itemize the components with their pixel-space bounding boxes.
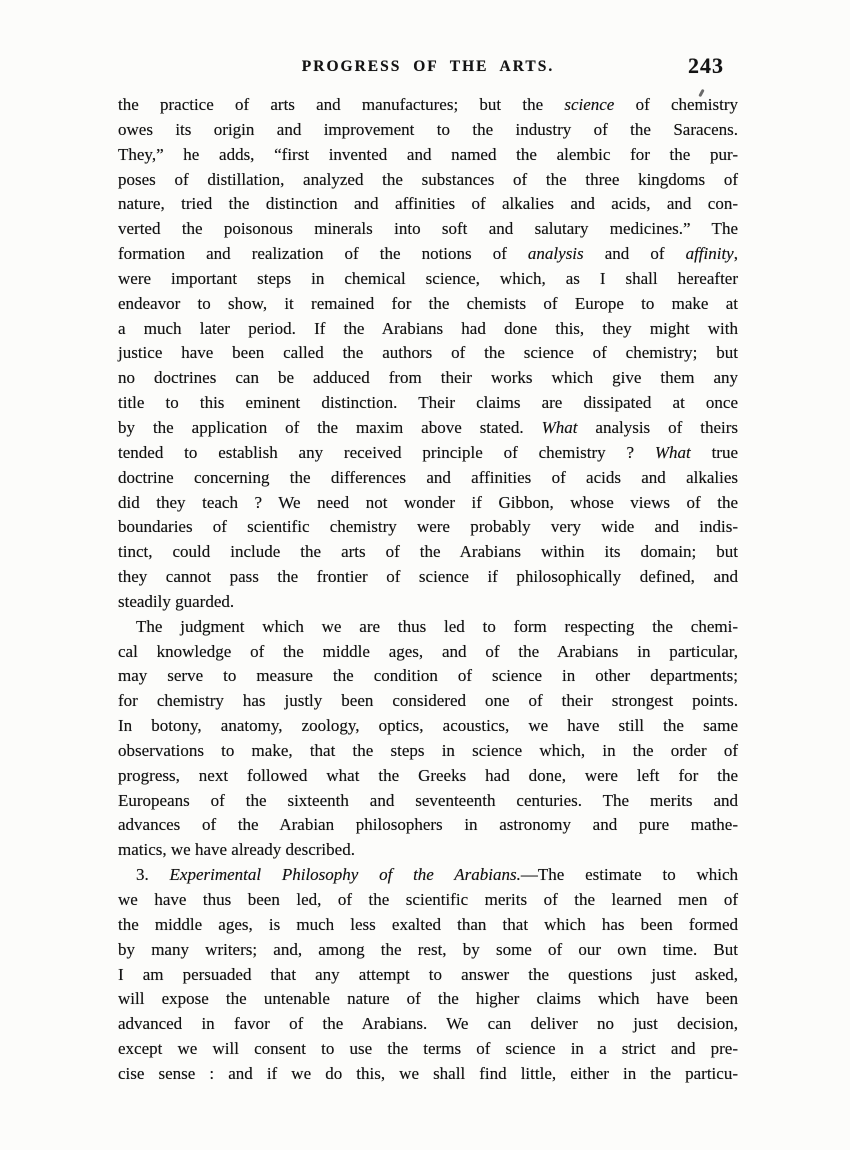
text-line: [118, 515, 738, 540]
text-segment: nature, tried the distinction and affinities of alkalies and acids, and con-: [118, 194, 738, 214]
text-segment: they cannot pass the frontier of science if philosophically defined, and: [118, 567, 738, 587]
text-segment: The judgment which we are thus led to form respecting the chemi-: [136, 616, 738, 636]
text-line: [118, 1062, 738, 1087]
text-segment: formation and realization of the notions of: [118, 244, 528, 264]
text-line: [118, 714, 738, 739]
text-segment: except we will consent to use the terms of science in a strict and pre-: [118, 1039, 738, 1059]
text-segment: the practice of arts and manufactures; but the: [118, 95, 565, 114]
text-segment: no doctrines can be adduced from their works which give them any: [118, 368, 738, 388]
text-line: [118, 938, 738, 963]
text-line: [118, 441, 738, 466]
text-line: [118, 640, 738, 665]
text-segment: ,: [733, 244, 738, 264]
text-line: [118, 292, 738, 317]
text-segment: advances of the Arabian philosophers in astronomy and pure mathe-: [118, 815, 738, 835]
text-line: [118, 565, 738, 590]
text-segment: poses of distillation, analyzed the substances of the three kingdoms of: [118, 169, 738, 189]
text-line: [118, 963, 738, 988]
text-line: [118, 888, 738, 913]
text-segment: justice have been called the authors of the science of chemistry; but: [118, 343, 738, 363]
text-line: [118, 267, 738, 292]
text-line: [118, 863, 738, 888]
text-segment: owes its origin and improvement to the industry of the Saracens.: [118, 119, 738, 139]
text-segment: observations to make, that the steps in science which, in the order of: [118, 740, 738, 760]
text-line: [118, 764, 738, 789]
text-line: [118, 168, 738, 193]
text-line: [118, 341, 738, 366]
italic-text: analysis: [527, 244, 584, 264]
text-segment: for chemistry has justly been considered one of their strongest points.: [118, 691, 738, 711]
page-number: 243: [688, 53, 724, 78]
text-segment: analysis of theirs: [577, 417, 739, 437]
text-segment: were important steps in chemical science, which, as I shall hereafter: [118, 268, 738, 288]
text-line: [118, 789, 738, 814]
text-line: [118, 317, 738, 342]
text-segment: cal knowledge of the middle ages, and of the Arabians in particular,: [118, 641, 738, 661]
text-segment: tinct, could include the arts of the Arabians within its domain; but: [118, 542, 738, 562]
text-line: [118, 987, 738, 1012]
italic-text: What: [654, 442, 691, 462]
text-segment: doctrine concerning the differences and affinities of acids and alkalies: [118, 467, 738, 487]
text-line: [118, 1012, 738, 1037]
text-line: [118, 689, 738, 714]
text-segment: In botony, anatomy, zoology, optics, acoustics, we have still the same: [118, 716, 738, 736]
text-segment: Europeans of the sixteenth and seventeenth centuries. The merits and: [118, 790, 738, 810]
text-segment: advanced in favor of the Arabians. We can deliver no just decision,: [118, 1014, 738, 1034]
text-segment: we have thus been led, of the scientific merits of the learned men of: [118, 890, 738, 909]
text-line: [118, 118, 738, 143]
text-line: [118, 391, 738, 416]
text-line: [118, 1037, 738, 1062]
text-segment: title to this eminent distinction. Their claims are dissipated at once: [118, 393, 738, 413]
text-line: [118, 739, 738, 764]
text-segment: by many writers; and, among the rest, by some of our own time. But: [118, 939, 738, 959]
italic-text: affinity: [685, 244, 734, 264]
text-line: [118, 491, 738, 516]
text-segment: may serve to measure the condition of science in other departments;: [118, 666, 738, 686]
text-segment: endeavor to show, it remained for the chemists of Europe to make at: [118, 293, 738, 313]
text-segment: and of: [583, 244, 686, 264]
text-segment: did they teach ? We need not wonder if Gibbon, whose views of the: [118, 492, 738, 512]
running-head: PROGRESS OF THE ARTS.: [301, 58, 555, 75]
text-line: [118, 217, 738, 242]
text-segment: a much later period. If the Arabians had done this, they might with: [118, 318, 738, 338]
text-segment: steadily guarded.: [118, 591, 235, 611]
text-line: [118, 366, 738, 391]
text-segment: by the application of the maxim above stated.: [118, 417, 542, 437]
text-segment: of chemistry: [614, 95, 738, 114]
italic-text: science: [564, 95, 615, 114]
text-line: [118, 813, 738, 838]
text-line: [118, 590, 738, 615]
text-line: [118, 93, 738, 118]
text-line: [118, 838, 738, 863]
text-segment: They,” he adds, “first invented and named the alembic for the pur-: [118, 144, 738, 164]
text-segment: matics, we have already described.: [118, 840, 355, 860]
text-segment: true: [690, 442, 738, 462]
text-segment: —The estimate to which: [520, 865, 739, 885]
text-line: [118, 540, 738, 565]
text-line: [118, 143, 738, 168]
text-segment: I am persuaded that any attempt to answer the questions just asked,: [118, 964, 738, 984]
text-block: [118, 93, 738, 1087]
italic-text: Experimental Philosophy of the Arabians.: [169, 865, 521, 885]
text-segment: 3.: [136, 865, 170, 885]
text-line: [118, 192, 738, 217]
text-line: [118, 913, 738, 938]
text-line: [118, 466, 738, 491]
text-segment: verted the poisonous minerals into soft and salutary medicines.” The: [118, 219, 738, 239]
italic-text: What: [541, 417, 578, 437]
text-segment: will expose the untenable nature of the higher claims which have been: [118, 989, 738, 1009]
text-segment: tended to establish any received principle of chemistry ?: [118, 442, 655, 462]
text-line: [118, 242, 738, 267]
text-segment: boundaries of scientific chemistry were probably very wide and indis-: [118, 517, 738, 537]
text-line: [118, 664, 738, 689]
text-line: [118, 615, 738, 640]
text-segment: cise sense : and if we do this, we shall find little, either in the particu-: [118, 1063, 738, 1083]
text-segment: the middle ages, is much less exalted than that which has been formed: [118, 914, 738, 934]
page-header: [118, 53, 738, 84]
text-line: [118, 416, 738, 441]
text-segment: progress, next followed what the Greeks had done, were left for the: [118, 765, 738, 785]
